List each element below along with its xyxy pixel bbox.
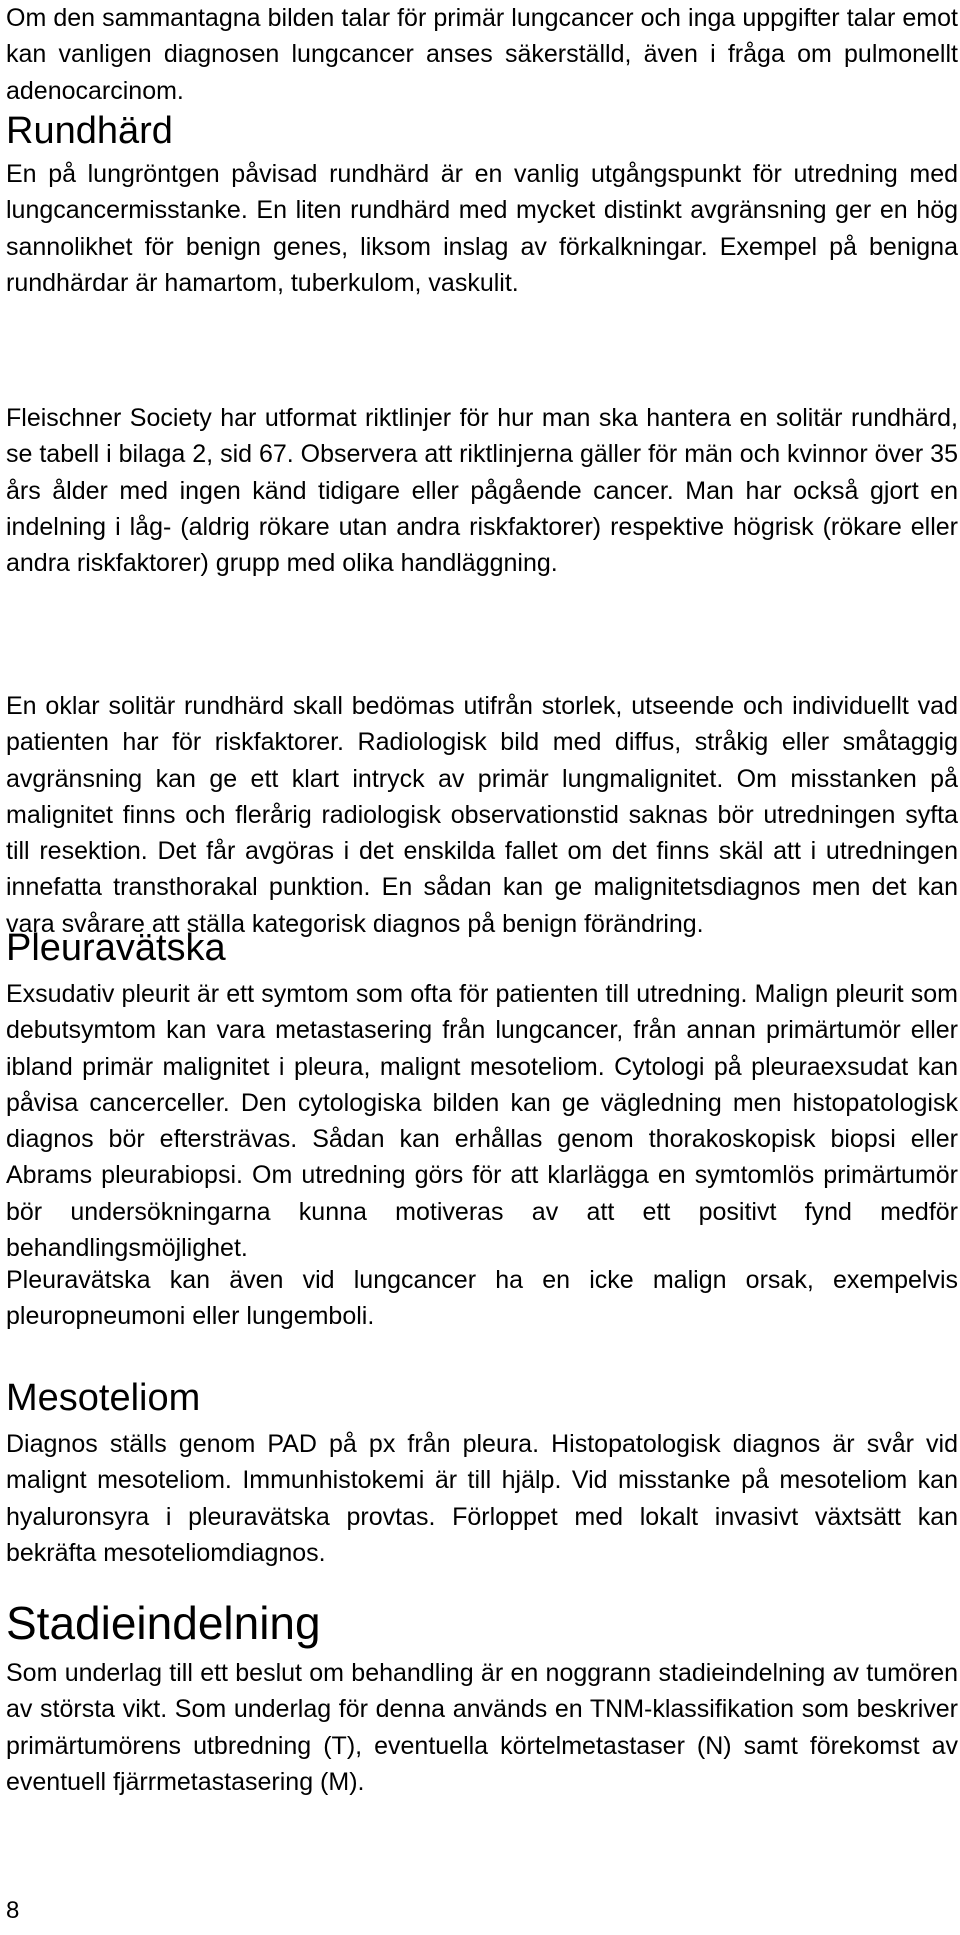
section-heading-stadieindelning: Stadieindelning — [6, 1597, 321, 1649]
intro-paragraph: Om den sammantagna bilden talar för primär lungcancer och inga uppgifter talar emot kan vanligen diagnosen lungcancer anses säkerställd, även i fråga om pulmonellt adenocarcinom. — [6, 4, 958, 105]
rundhard-paragraph-3: En oklar solitär rundhärd skall bedömas utifrån storlek, utseende och individuellt vad patienten har för riskfaktorer. Radiologisk bild med diffus, stråkig eller småtaggig avgränsning kan ge ett klart intryck av primär lungmalignitet. Om misstanken på malignitet finns och flerårig radiologisk observationstid saknas bör utredningen syfta till resektion. Det får avgöras i det enskilda fallet om det finns skäl att i utredningen innefatta transthorakal punktion. En sådan kan ge malignitetsdiagnos men det kan vara svårare att ställa kategorisk diagnos på benign förändring. — [6, 692, 958, 938]
section-heading-pleuravatska: Pleuravätska — [6, 927, 226, 969]
mesoteliom-paragraph-1: Diagnos ställs genom PAD på px från pleura. Histopatologisk diagnos är svår vid malignt mesoteliom. Immunhistokemi är till hjälp. Vid misstanke på mesoteliom kan hyaluronsyra i pleuravätska provtas. Förloppet med lokalt invasivt växtsätt kan bekräfta mesoteliomdiagnos. — [6, 1430, 958, 1567]
pleuravatska-paragraph-2: Pleuravätska kan även vid lungcancer ha en icke malign orsak, exempelvis pleuropneumoni eller lungemboli. — [6, 1266, 958, 1331]
stadieindelning-paragraph-1: Som underlag till ett beslut om behandling är en noggrann stadieindelning av tumören av största vikt. Som underlag för denna används en TNM-klassifikation som beskriver primärtumörens utbredning (T), eventuella körtelmetastaser (N) samt förekomst av eventuell fjärrmetastasering (M). — [6, 1659, 958, 1796]
section-heading-mesoteliom: Mesoteliom — [6, 1377, 201, 1419]
rundhard-paragraph-1: En på lungröntgen påvisad rundhärd är en vanlig utgångspunkt för utredning med lungcancermisstanke. En liten rundhärd med mycket distinkt avgränsning ger en hög sannolikhet för benign genes, liksom inslag av förkalkningar. Exempel på benigna rundhärdar är hamartom, tuberkulom, vaskulit. — [6, 160, 958, 297]
page-number: 8 — [6, 1897, 20, 1924]
section-heading-rundhard: Rundhärd — [6, 110, 173, 152]
pleuravatska-paragraph-1: Exsudativ pleurit är ett symtom som ofta för patienten till utredning. Malign pleurit som debutsymtom kan vara metastasering från lungcancer, från annan primärtumör eller ibland primär malignitet i pleura, malignt mesoteliom. Cytologi på pleuraexsudat kan påvisa cancerceller. Den cytologiska bilden kan ge vägledning men histopatologisk diagnos bör eftersträvas. Sådan kan erhållas genom thorakoskopisk biopsi eller Abrams pleurabiopsi. Om utredning görs för att klarlägga en symtomlös primärtumör bör undersökningarna kunna motiveras av att ett positivt fynd medför behandlingsmöjlighet. — [6, 980, 958, 1263]
rundhard-paragraph-2: Fleischner Society har utformat riktlinjer för hur man ska hantera en solitär rundhärd, se tabell i bilaga 2, sid 67. Observera att riktlinjerna gäller för män och kvinnor över 35 års ålder med ingen känd tidigare eller pågående cancer. Man har också gjort en indelning i låg- (aldrig rökare utan andra riskfaktorer) respektive högrisk (rökare eller andra riskfaktorer) grupp med olika handläggning. — [6, 404, 958, 578]
